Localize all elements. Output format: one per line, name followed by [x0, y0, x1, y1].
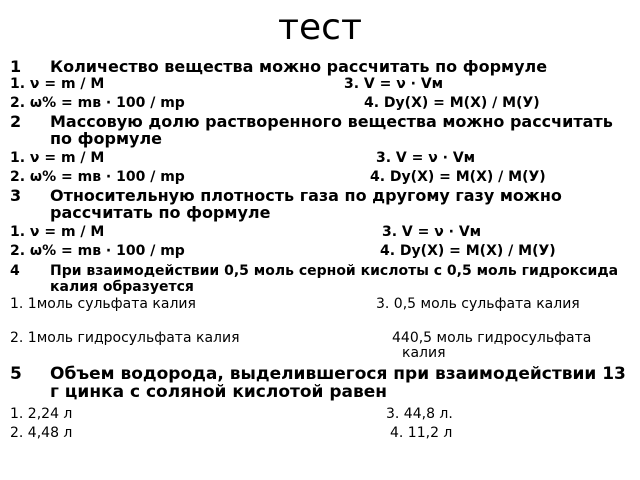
option-row	[10, 297, 630, 331]
option-row	[10, 75, 630, 94]
option-4[interactable]: 4. Dy(X) = M(X) / M(У)	[364, 95, 540, 111]
option-1[interactable]: 1. 2,24 л	[10, 406, 73, 422]
test-content	[10, 58, 630, 443]
option-row	[10, 242, 630, 261]
question-5	[10, 365, 630, 401]
option-1[interactable]: 1. ν = m / M	[10, 76, 105, 92]
option-2[interactable]: 2. ω% = mв · 100 / mр	[10, 169, 185, 185]
option-3[interactable]: 3. V = ν · Vм	[382, 224, 482, 240]
option-1[interactable]: 1. 1моль сульфата калия	[10, 296, 196, 312]
question-text: Относительную плотность газа по другому газу можно рассчитать по формуле	[50, 186, 562, 222]
question-text: Объем водорода, выделившегося при взаимодействии 13 г цинка с соляной кислотой равен	[50, 364, 626, 402]
option-row	[10, 331, 630, 365]
option-2[interactable]: 2. ω% = mв · 100 / mр	[10, 243, 185, 259]
question-text: При взаимодействии 0,5 моль серной кислоты с 0,5 моль гидроксида калия образуется	[50, 263, 619, 295]
option-row	[10, 149, 630, 168]
option-4[interactable]: 4. Dy(X) = M(X) / M(У)	[370, 169, 546, 185]
page-title: тест	[278, 7, 362, 48]
option-row	[10, 223, 630, 242]
option-3[interactable]: 3. 0,5 моль сульфата калия	[376, 296, 580, 312]
option-row	[10, 94, 630, 113]
option-row	[10, 424, 630, 443]
question-number: 3	[10, 186, 22, 205]
option-4[interactable]: 4. 11,2 л	[390, 425, 453, 441]
option-3[interactable]: 3. V = ν · Vм	[344, 76, 444, 92]
question-number: 4	[10, 263, 20, 279]
question-text: Массовую долю растворенного вещества можно рассчитать по формуле	[50, 112, 613, 148]
option-4[interactable]: 4. Dy(X) = M(X) / M(У)	[380, 243, 556, 259]
option-4[interactable]: 440,5 моль гидросульфата калия	[392, 330, 592, 361]
question-number: 1	[10, 57, 22, 76]
question-1	[10, 58, 630, 75]
option-row	[10, 405, 630, 424]
option-1[interactable]: 1. ν = m / M	[10, 224, 105, 240]
option-3[interactable]: 3. 44,8 л.	[386, 406, 453, 422]
option-2[interactable]: 2. 4,48 л	[10, 425, 73, 441]
question-3	[10, 187, 630, 221]
option-3[interactable]: 3. V = ν · Vм	[376, 150, 476, 166]
option-2[interactable]: 2. 1моль гидросульфата калия	[10, 330, 240, 346]
question-2	[10, 113, 630, 147]
question-4	[10, 263, 630, 295]
question-number: 2	[10, 112, 22, 131]
question-number: 5	[10, 364, 22, 384]
option-1[interactable]: 1. ν = m / M	[10, 150, 105, 166]
question-text: Количество вещества можно рассчитать по формуле	[50, 57, 548, 76]
option-row	[10, 168, 630, 187]
option-2[interactable]: 2. ω% = mв · 100 / mр	[10, 95, 185, 111]
